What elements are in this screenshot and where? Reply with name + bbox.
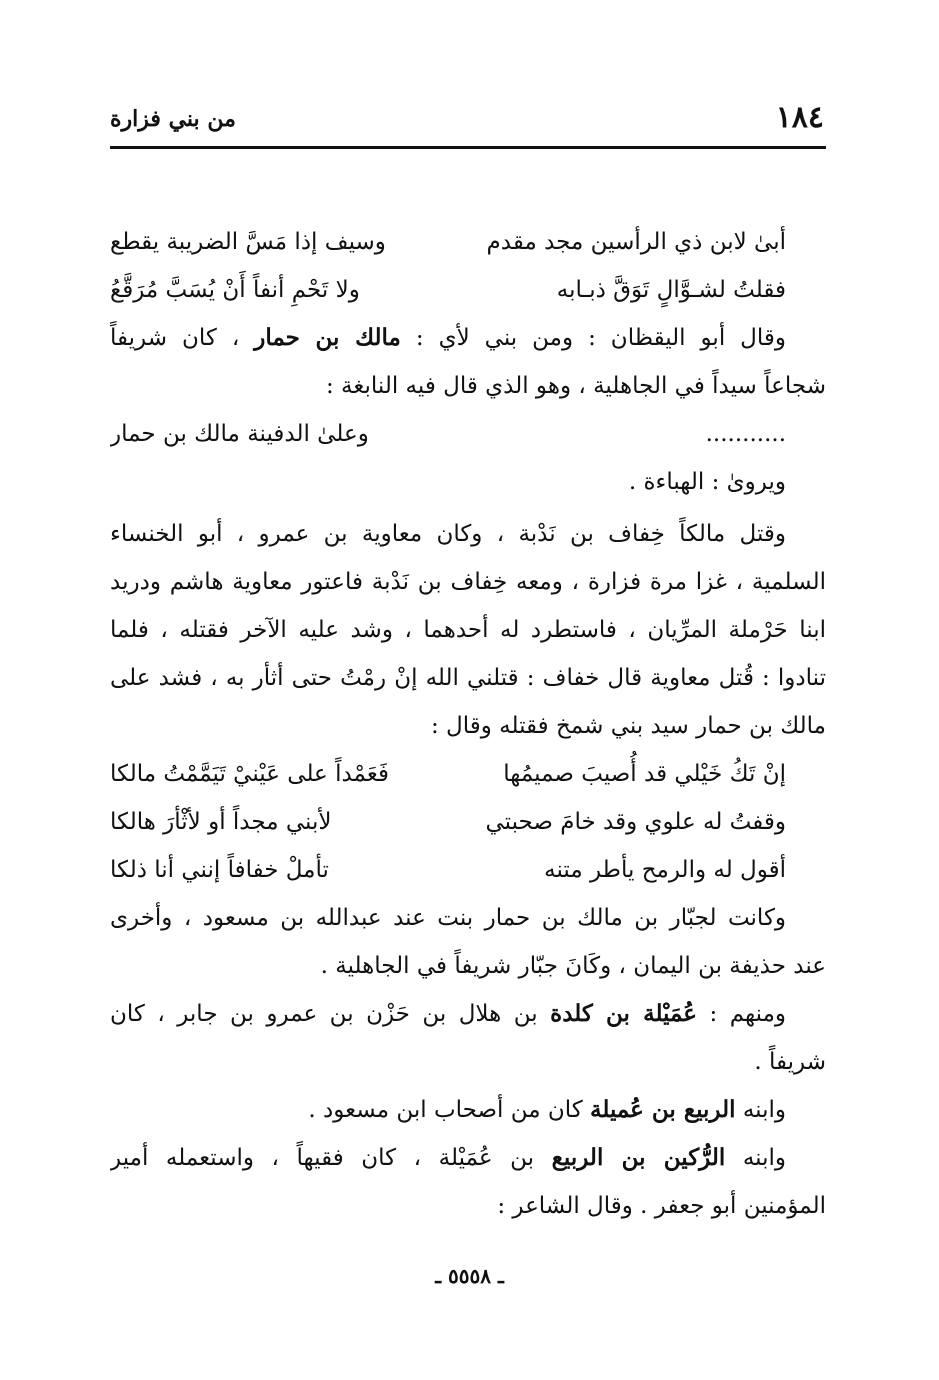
text-line: شريفاً . (754, 1049, 826, 1075)
verse-first-hemistich: وقفتُ له علوي وقد خامَ صحبتي (485, 809, 786, 835)
verse-second-hemistich: ولا تَحْمِ أنفاً أَنْ يُسَبَّ مُرَقَّعُ (110, 277, 360, 303)
verse-line (110, 266, 826, 314)
text-line: ويروىٰ : الهباءة . (628, 469, 786, 495)
bold-name: الربيع بن عُميلة (590, 1096, 736, 1123)
page-folio: ـ ٥٥٥٨ ـ (435, 1264, 504, 1288)
text-line: تنادوا : قُتل معاوية قال خفاف : قتلني الله إنْ رمْتُ حتى أثأر به ، فشد على (110, 665, 826, 691)
text-run: ، كان شريفاً (110, 325, 240, 351)
page-body (110, 218, 826, 1230)
page-header (110, 100, 826, 146)
text-run: وقال أبو اليقظان : ومن بني لأي : (415, 325, 787, 351)
text-run: وابنه (742, 1097, 786, 1123)
verse-second-hemistich: لأبني مجداً أو لأثْأرَ هالكا (110, 809, 332, 835)
page-number: ١٨٤ (775, 100, 824, 135)
verse-second-hemistich: وسيف إذا مَسَّ الضريبة يقطع (110, 229, 386, 255)
verse-first-hemistich: أقول له والرمح يأطر متنه (544, 857, 786, 883)
verse-line (110, 798, 826, 846)
bold-name: الرُّكين بن الربيع (551, 1144, 726, 1171)
text-line (110, 990, 826, 1038)
text-line: وكانت لجبّار بن مالك بن حمار بنت عند عبدالله بن مسعود ، وأخرى (110, 905, 786, 931)
text-line: وقتل مالكاً خِفاف بن نَدْبة ، وكان معاوية بن عمرو ، أبو الخنساء (110, 521, 786, 547)
text-line (110, 1086, 826, 1134)
text-line: مالك بن حمار سيد بني شمخ فقتله وقال : (430, 713, 826, 739)
verse-line (110, 410, 826, 458)
text-run: كان من أصحاب ابن مسعود . (308, 1097, 583, 1123)
text-line: ابنا حَرْملة المرِّيان ، فاستطرد له أحدهما ، وشد عليه الآخر فقتله ، فلما (110, 617, 826, 643)
text-run: بن عُمَيْلة ، كان فقيهاً ، واستعمله أمير (110, 1145, 535, 1171)
text-line: السلمية ، غزا مرة فزارة ، ومعه خِفاف بن نَدْبة فاعتور معاوية هاشم ودريد (110, 569, 826, 595)
bold-name: عُمَيْلة بن كلدة (550, 1000, 698, 1027)
text-line: شجاعاً سيداً في الجاهلية ، وهو الذي قال فيه النابغة : (326, 373, 826, 399)
running-title: من بني فزارة (110, 106, 236, 132)
verse-line (110, 218, 826, 266)
text-line: عند حذيفة بن اليمان ، وكَانَ جبّار شريفاً في الجاهلية . (320, 953, 826, 979)
text-line: المؤمنين أبو جعفر . وقال الشاعر : (497, 1193, 826, 1219)
header-rule (110, 146, 826, 149)
verse-first-hemistich: أبىٰ لابن ذي الرأسين مجد مقدم (486, 229, 786, 255)
bold-name: مالك بن حمار (254, 324, 401, 351)
text-line (110, 314, 826, 362)
verse-line (110, 846, 826, 894)
verse-first-hemistich: فقلتُ لشـوَّالٍ تَوَقَّ ذبـابه (556, 277, 786, 303)
verse-second-hemistich: تأملْ خفافاً إنني أنا ذلكا (110, 857, 329, 883)
verse-first-hemistich: ........... (705, 421, 786, 447)
verse-first-hemistich: إنْ تَكُ خَيْلي قد أُصيبَ صميمُها (503, 761, 786, 787)
verse-second-hemistich: وعلىٰ الدفينة مالك بن حمار (110, 421, 369, 447)
text-run: وابنه (742, 1145, 787, 1171)
text-run: بن هلال بن حَزْن بن عمرو بن جابر ، كان (110, 1001, 538, 1027)
verse-line (110, 750, 826, 798)
text-run: ومنهم : (709, 1001, 786, 1027)
verse-second-hemistich: فَعَمْداً على عَيْنيْ تَيَمَّمْتُ مالكا (110, 761, 389, 787)
text-line (110, 1134, 826, 1182)
